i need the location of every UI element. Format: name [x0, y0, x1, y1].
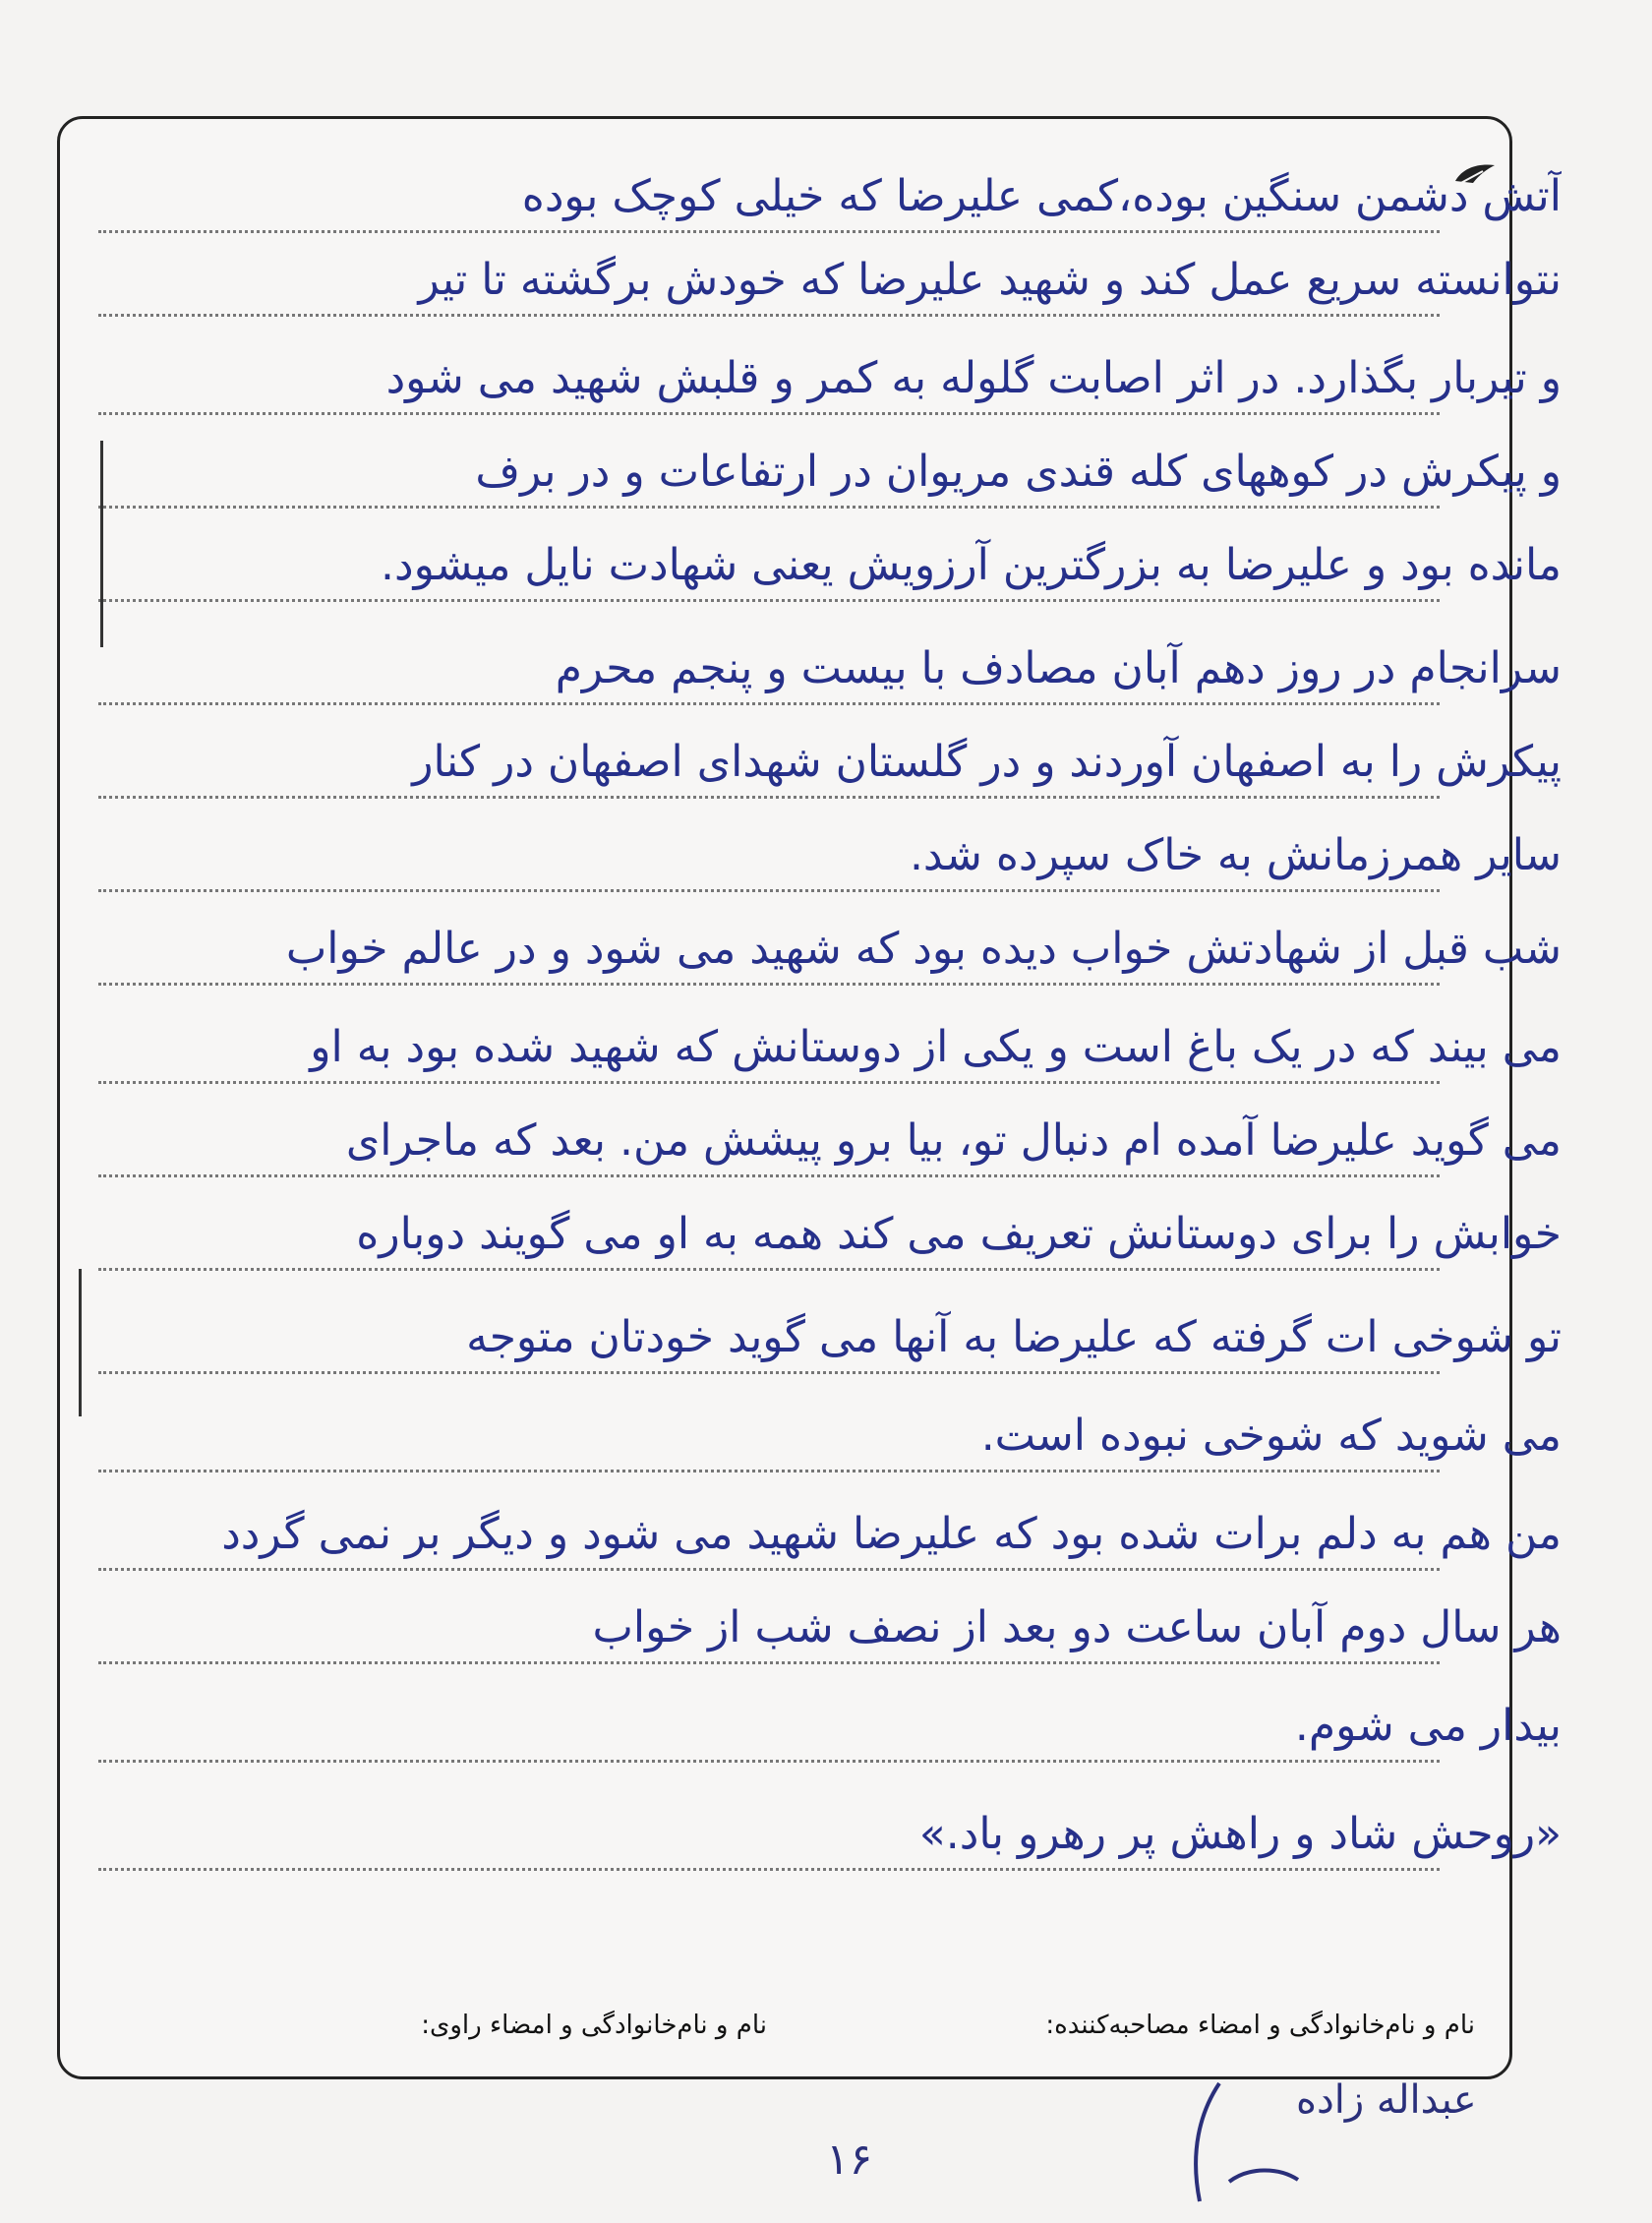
signature-mark [1160, 2073, 1308, 2211]
handwritten-line: و پیکرش در کوههای کله قندی مریوان در ارتفاعات و در برف [475, 447, 1562, 497]
ruled-line [98, 796, 1440, 799]
handwritten-line: می گوید علیرضا آمده ام دنبال تو، بیا برو پیشش من. بعد که ماجرای [345, 1115, 1562, 1166]
handwritten-line: مانده بود و علیرضا به بزرگترین آرزویش یعنی شهادت نایل میشود. [381, 540, 1562, 590]
narrator-signature-label: نام و نام‌خانوادگی و امضاء راوی: [421, 2011, 767, 2040]
ruled-line [98, 599, 1440, 602]
ruled-line [98, 412, 1440, 415]
interviewer-signature-label: نام و نام‌خانوادگی و امضاء مصاحبه‌کننده: [1045, 2011, 1475, 2040]
ruled-line [98, 230, 1440, 233]
ruled-line [98, 1174, 1440, 1177]
ruled-line [98, 1371, 1440, 1374]
handwritten-line: تو شوخی ات گرفته که علیرضا به آنها می گوید خودتان متوجه [466, 1312, 1562, 1362]
handwritten-line: «روحش شاد و راهش پر رهرو باد.» [918, 1809, 1562, 1859]
ruled-line [98, 1868, 1440, 1871]
handwritten-line: من هم به دلم برات شده بود که علیرضا شهید می شود و دیگر بر نمی گردد [221, 1509, 1562, 1559]
margin-bracket [79, 1269, 82, 1416]
ruled-line [98, 1661, 1440, 1664]
ruled-line [98, 1268, 1440, 1271]
margin-bracket [100, 441, 103, 647]
handwritten-line: سرانجام در روز دهم آبان مصادف با بیست و پنجم محرم [555, 643, 1562, 693]
handwritten-line: و تیربار بگذارد. در اثر اصابت گلوله به کمر و قلبش شهید می شود [385, 353, 1562, 403]
ruled-line [98, 702, 1440, 705]
ruled-line [98, 983, 1440, 986]
signature-name: عبداله زاده [1296, 2077, 1477, 2123]
ruled-line [98, 1081, 1440, 1084]
handwritten-line: می بیند که در یک باغ است و یکی از دوستانش که شهید شده بود به او [310, 1022, 1562, 1072]
page-number: ۱۶ [826, 2134, 873, 2185]
handwritten-line: شب قبل از شهادتش خواب دیده بود که شهید می شود و در عالم خواب [285, 924, 1562, 974]
ruled-line [98, 1568, 1440, 1571]
ruled-line [98, 314, 1440, 317]
handwritten-line: نتوانسته سریع عمل کند و شهید علیرضا که خودش برگشته تا تیر [418, 255, 1562, 305]
page-frame [57, 116, 1512, 2079]
ruled-line [98, 506, 1440, 509]
handwritten-line: خوابش را برای دوستانش تعریف می کند همه به او می گویند دوباره [356, 1209, 1562, 1259]
handwritten-line: سایر همرزمانش به خاک سپرده شد. [909, 830, 1562, 880]
ruled-line [98, 1470, 1440, 1472]
handwritten-line: هر سال دوم آبان ساعت دو بعد از نصف شب از خواب [592, 1602, 1562, 1652]
handwritten-line: بیدار می شوم. [1294, 1701, 1562, 1751]
ruled-line [98, 1760, 1440, 1763]
handwritten-line: پیکرش را به اصفهان آوردند و در گلستان شهدای اصفهان در کنار [412, 737, 1562, 787]
handwritten-line: می شوید که شوخی نبوده است. [980, 1411, 1562, 1461]
ruled-line [98, 889, 1440, 892]
handwritten-line: آتش دشمن سنگین بوده،کمی علیرضا که خیلی کوچک بوده [521, 171, 1562, 221]
